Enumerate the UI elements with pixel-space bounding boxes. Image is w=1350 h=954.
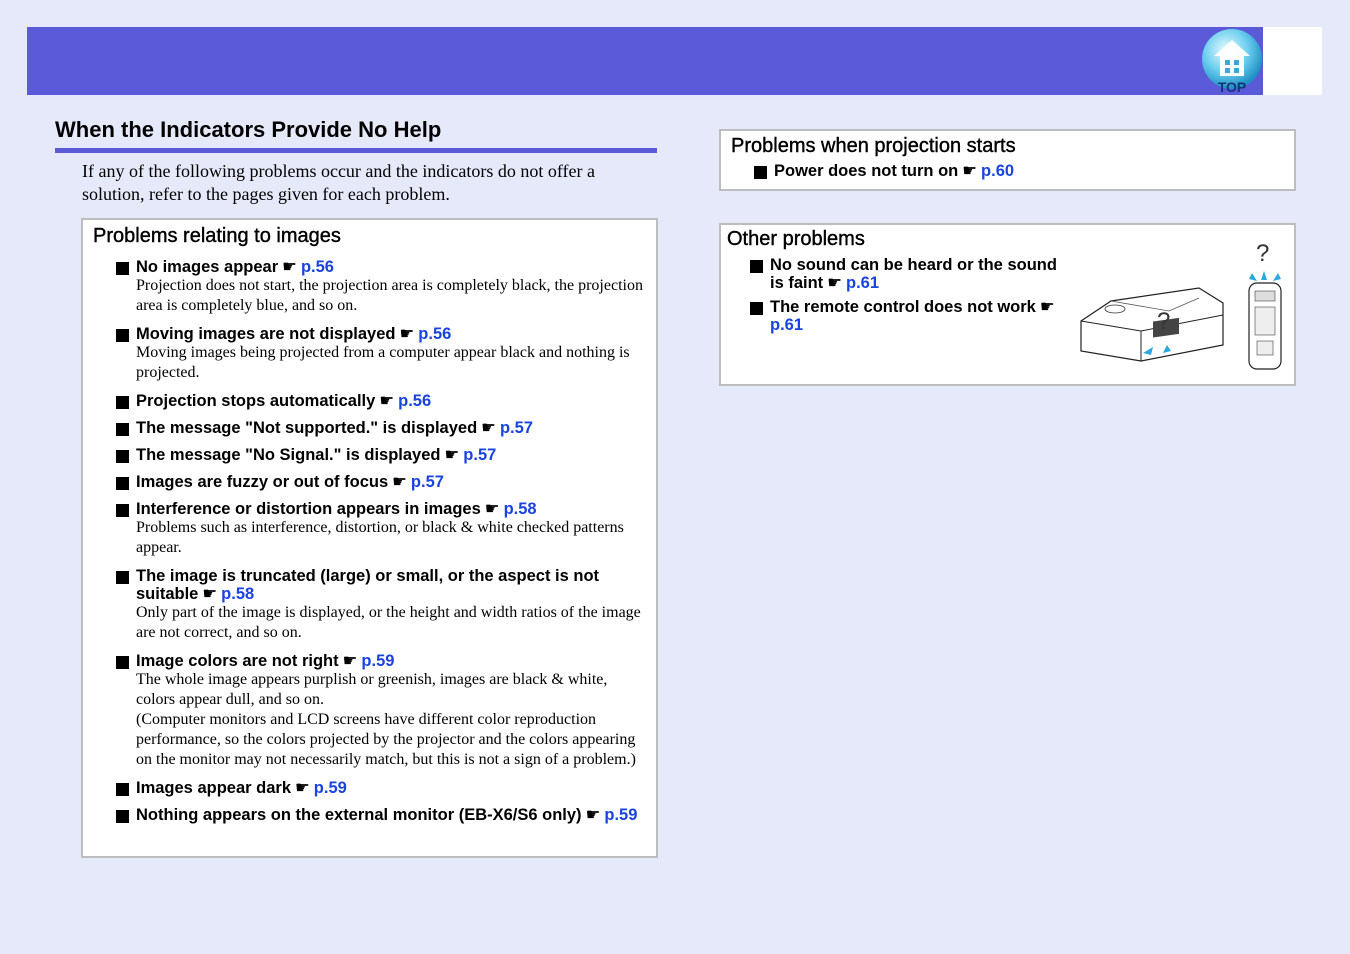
page-reference-link[interactable]: p.60 (981, 162, 1015, 180)
square-bullet-icon (116, 571, 129, 584)
page-reference-link[interactable]: p.59 (604, 806, 638, 824)
page-reference-link[interactable]: p.58 (221, 585, 255, 603)
other-problems-box (719, 223, 1296, 386)
problem-label: Image colors are not right (136, 652, 339, 670)
pointing-hand-icon: ☛ (481, 419, 496, 437)
page-reference-link[interactable]: p.56 (300, 258, 334, 276)
problem-item (750, 298, 1060, 334)
header-corner (1263, 27, 1322, 95)
top-label: TOP (1217, 79, 1247, 95)
projector-remote-illustration (1071, 233, 1291, 373)
page-title: When the Indicators Provide No Help (55, 117, 442, 142)
pointing-hand-icon: ☛ (392, 473, 407, 491)
problem-label: Interference or distortion appears in images (136, 500, 481, 518)
problem-item (754, 162, 1284, 180)
images-problem-list (116, 258, 646, 824)
problem-item (750, 256, 1060, 292)
page-reference-link[interactable]: p.58 (503, 500, 537, 518)
square-bullet-icon (116, 396, 129, 409)
page-reference-link[interactable]: p.57 (410, 473, 444, 491)
problem-description: Projection does not start, the projection area is completely black, the projection area is completely blue, and so on. (136, 277, 643, 314)
title-underline (55, 148, 657, 153)
header-bar (27, 27, 1263, 95)
box-title: Other problems (727, 228, 865, 250)
square-bullet-icon (754, 166, 767, 179)
other-problem-list (750, 256, 1060, 334)
page-reference-link[interactable]: p.59 (313, 779, 347, 797)
square-bullet-icon (116, 504, 129, 517)
pointing-hand-icon: ☛ (202, 585, 218, 603)
page-reference-link[interactable]: p.57 (463, 446, 497, 464)
problem-item (116, 779, 646, 797)
problem-label: No images appear (136, 258, 279, 276)
pointing-hand-icon: ☛ (827, 274, 842, 292)
pointing-hand-icon: ☛ (379, 392, 395, 410)
square-bullet-icon (750, 302, 763, 315)
pointing-hand-icon: ☛ (1039, 298, 1055, 316)
problem-label: The remote control does not work (770, 298, 1036, 316)
square-bullet-icon (116, 810, 129, 823)
problem-heading (136, 500, 646, 518)
pointing-hand-icon: ☛ (962, 162, 978, 180)
problem-heading (136, 806, 646, 824)
problem-label: Power does not turn on (774, 162, 959, 180)
pointing-hand-icon: ☛ (399, 325, 415, 343)
page-reference-link[interactable]: p.59 (361, 652, 395, 670)
pointing-hand-icon: ☛ (585, 806, 601, 824)
problem-description: Problems such as interference, distortion, or black & white checked patterns appear. (136, 519, 624, 556)
problem-item (116, 652, 646, 770)
problem-heading (136, 446, 646, 464)
problem-heading (770, 298, 1060, 334)
problem-item (116, 258, 646, 316)
problem-label: Images appear dark (136, 779, 291, 797)
problem-label: The message "No Signal." is displayed (136, 446, 441, 464)
problem-label: The message "Not supported." is displayed (136, 419, 478, 437)
problem-heading (136, 392, 646, 410)
pointing-hand-icon: ☛ (295, 779, 310, 797)
page-reference-link[interactable]: p.56 (398, 392, 432, 410)
images-problems-box (81, 218, 658, 858)
problem-item (116, 325, 646, 383)
problem-heading (136, 325, 646, 343)
pointing-hand-icon: ☛ (342, 652, 358, 670)
problem-item (116, 500, 646, 558)
problem-heading (770, 256, 1060, 292)
problem-item (116, 567, 646, 643)
box-title: Problems relating to images (93, 225, 341, 247)
svg-text:?: ? (1157, 308, 1171, 335)
start-problem-list (754, 162, 1284, 180)
page-reference-link[interactable]: p.57 (499, 419, 533, 437)
problem-item (116, 473, 646, 491)
problem-heading (774, 162, 1284, 180)
intro-text: If any of the following problems occur and the indicators do not offer a solution, refer to the pages given for each problem. (82, 161, 596, 204)
problem-label: Images are fuzzy or out of focus (136, 473, 389, 491)
square-bullet-icon (116, 783, 129, 796)
square-bullet-icon (750, 260, 763, 273)
square-bullet-icon (116, 329, 129, 342)
problem-label: Moving images are not displayed (136, 325, 396, 343)
page-reference-link[interactable]: p.61 (770, 316, 804, 334)
problem-item (116, 446, 646, 464)
problem-label: No sound can be heard or the sound is faint (770, 256, 1057, 292)
page-reference-link[interactable]: p.61 (845, 274, 880, 292)
square-bullet-icon (116, 477, 129, 490)
problem-heading (136, 258, 646, 276)
page-reference-link[interactable]: p.56 (418, 325, 452, 343)
square-bullet-icon (116, 450, 129, 463)
top-button[interactable] (1200, 28, 1264, 94)
problem-item (116, 806, 646, 824)
square-bullet-icon (116, 262, 129, 275)
problem-heading (136, 652, 646, 670)
problem-label: Nothing appears on the external monitor (EB-X6/S6 only) (136, 806, 582, 824)
problem-description: Only part of the image is displayed, or the height and width ratios of the image are not correct, and so on. (136, 604, 641, 641)
problem-label: Projection stops automatically (136, 392, 376, 410)
problem-item (116, 419, 646, 437)
start-problems-box (719, 129, 1296, 191)
problem-heading (136, 473, 646, 491)
problem-label: The image is truncated (large) or small, or the aspect is not suitable (136, 567, 600, 603)
square-bullet-icon (116, 656, 129, 669)
problem-description: The whole image appears purplish or greenish, images are black & white, colors appear dull, and so on. (136, 671, 608, 708)
pointing-hand-icon: ☛ (484, 500, 500, 518)
square-bullet-icon (116, 423, 129, 436)
problem-description: Moving images being projected from a computer appear black and nothing is projected. (136, 344, 630, 381)
problem-heading (136, 779, 646, 797)
svg-text:?: ? (1256, 240, 1270, 267)
box-title: Problems when projection starts (731, 135, 1016, 157)
problem-item (116, 392, 646, 410)
pointing-hand-icon: ☛ (282, 258, 297, 276)
problem-heading (136, 567, 646, 603)
pointing-hand-icon: ☛ (444, 446, 460, 464)
problem-note: (Computer monitors and LCD screens have different color reproduction performance, so the colors projected by the projector and the colors appearing on the monitor may not necessarily match, but this is not a sign of a problem.) (136, 711, 636, 768)
problem-heading (136, 419, 646, 437)
